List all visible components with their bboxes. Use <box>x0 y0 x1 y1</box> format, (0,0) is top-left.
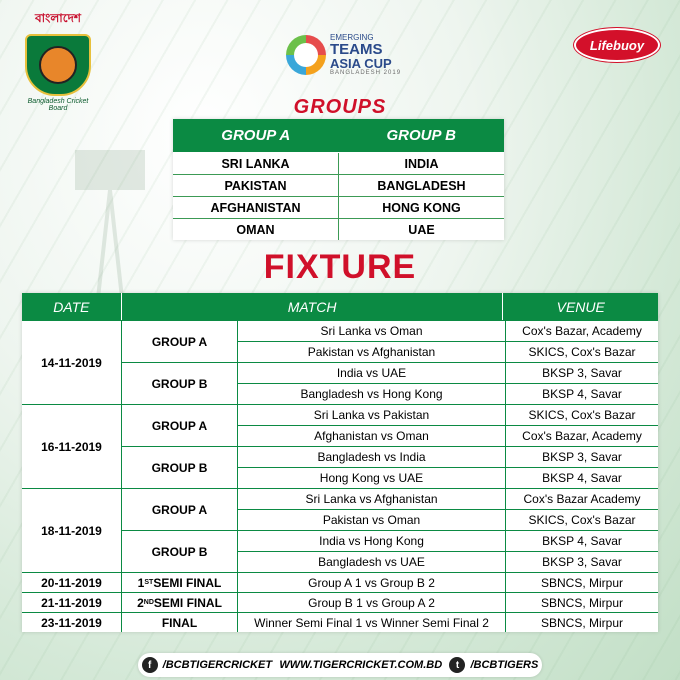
twitter-link[interactable] <box>449 657 538 673</box>
match-cell: Winner Semi Final 1 vs Winner Semi Final 2 <box>238 613 506 632</box>
group-team: OMAN <box>236 222 275 237</box>
tiger-icon <box>39 46 77 84</box>
fixture-group: GROUP B <box>122 363 238 404</box>
venue-cell: BKSP 3, Savar <box>542 450 622 464</box>
twitter-icon: t <box>449 657 465 673</box>
venue-cell: Cox's Bazar Academy <box>523 492 641 506</box>
date-header: DATE <box>22 293 122 320</box>
facebook-handle: /BCBTIGERCRICKET <box>162 659 273 671</box>
fixture-day <box>22 404 658 488</box>
fixture-date: 16-11-2019 <box>22 405 122 488</box>
table-row <box>238 509 658 530</box>
fixture-group: GROUP B <box>122 447 238 488</box>
asia-cup-logo <box>286 30 410 80</box>
group-a-column <box>173 153 338 240</box>
venue-header: VENUE <box>556 298 605 315</box>
bcb-bangla-text: বাংলাদেশ <box>35 11 81 25</box>
group-b-header: GROUP B <box>386 127 456 144</box>
cup-line4: BANGLADESH 2019 <box>330 70 402 76</box>
match-cell: Group B 1 vs Group A 2 <box>238 593 506 612</box>
fixture-date: 14-11-2019 <box>22 321 122 404</box>
group-a-header: GROUP A <box>221 127 291 144</box>
groups-table <box>173 119 504 240</box>
group-b-column <box>338 153 504 240</box>
facebook-link[interactable] <box>142 657 272 673</box>
table-row <box>238 467 658 488</box>
venue-cell: Cox's Bazar, Academy <box>522 324 642 338</box>
table-row <box>238 425 658 446</box>
cup-emblem-icon <box>286 35 326 75</box>
venue-cell: SBNCS, Mirpur <box>540 615 623 630</box>
match-cell: Bangladesh vs India <box>238 447 506 467</box>
match-cell: India vs UAE <box>238 363 506 383</box>
fixture-day <box>22 488 658 572</box>
table-row <box>22 572 658 592</box>
group-team: SRI LANKA <box>173 153 338 175</box>
fixture-title: FIXTURE <box>263 248 417 286</box>
table-row <box>238 321 658 341</box>
match-cell: Group A 1 vs Group B 2 <box>238 573 506 592</box>
fixture-group: GROUP A <box>122 405 238 446</box>
cup-line3: ASIA CUP <box>330 56 392 71</box>
table-row <box>22 592 658 612</box>
venue-cell: Cox's Bazar, Academy <box>522 429 642 443</box>
bcb-ribbon: Bangladesh Cricket Board <box>27 98 89 112</box>
match-cell: Afghanistan vs Oman <box>238 426 506 446</box>
venue-cell: SBNCS, Mirpur <box>540 595 623 610</box>
fixture-date: 20-11-2019 <box>22 573 122 592</box>
lifebuoy-logo: Lifebuoy <box>574 28 660 62</box>
table-row <box>238 531 658 551</box>
fixture-group: GROUP B <box>122 531 238 572</box>
cup-line1: EMERGING <box>330 33 374 42</box>
table-row <box>238 341 658 362</box>
match-cell: Sri Lanka vs Oman <box>238 321 506 341</box>
fixture-date: 21-11-2019 <box>22 593 122 612</box>
twitter-handle: /BCBTIGERS <box>470 659 539 671</box>
facebook-icon: f <box>142 657 158 673</box>
venue-cell: SKICS, Cox's Bazar <box>528 513 636 527</box>
venue-cell: BKSP 3, Savar <box>542 555 622 569</box>
fixture-group: GROUP A <box>122 489 238 530</box>
venue-cell: BKSP 4, Savar <box>542 387 622 401</box>
group-team: UAE <box>408 222 435 237</box>
match-cell: Bangladesh vs Hong Kong <box>238 384 506 404</box>
venue-cell: SBNCS, Mirpur <box>540 575 623 590</box>
fixture-date: 18-11-2019 <box>22 489 122 572</box>
groups-header <box>173 119 504 152</box>
match-header: MATCH <box>122 293 504 320</box>
groups-title: GROUPS <box>293 96 387 118</box>
match-cell: Sri Lanka vs Afghanistan <box>238 489 506 509</box>
group-team: BANGLADESH <box>339 175 504 197</box>
fixture-group: GROUP A <box>122 321 238 362</box>
group-team: HONG KONG <box>339 197 504 219</box>
venue-cell: BKSP 4, Savar <box>542 471 622 485</box>
fixture-stage: FINAL <box>122 613 238 632</box>
venue-cell: SKICS, Cox's Bazar <box>528 345 636 359</box>
fixture-stage: 1 ST SEMI FINAL <box>122 573 238 592</box>
table-row <box>22 612 658 632</box>
fixture-table <box>22 293 658 632</box>
group-team: AFGHANISTAN <box>173 197 338 219</box>
venue-cell: SKICS, Cox's Bazar <box>528 408 636 422</box>
venue-cell: BKSP 3, Savar <box>542 366 622 380</box>
venue-cell: BKSP 4, Savar <box>542 534 622 548</box>
match-cell: Pakistan vs Afghanistan <box>238 342 506 362</box>
fixture-date: 23-11-2019 <box>22 613 122 632</box>
table-row <box>238 363 658 383</box>
tiger-shield-icon <box>25 34 91 96</box>
website-url: WWW.TIGERCRICKET.COM.BD <box>279 659 443 671</box>
match-cell: Pakistan vs Oman <box>238 510 506 530</box>
match-cell: India vs Hong Kong <box>238 531 506 551</box>
cup-line2: TEAMS <box>330 41 383 58</box>
fixture-day <box>22 320 658 404</box>
match-cell: Bangladesh vs UAE <box>238 552 506 572</box>
table-row <box>238 489 658 509</box>
group-team: INDIA <box>339 153 504 175</box>
match-cell: Sri Lanka vs Pakistan <box>238 405 506 425</box>
table-row <box>238 447 658 467</box>
table-row <box>238 405 658 425</box>
match-cell: Hong Kong vs UAE <box>238 468 506 488</box>
website-link[interactable] <box>279 659 442 671</box>
group-team: PAKISTAN <box>173 175 338 197</box>
table-row <box>238 383 658 404</box>
footer-bar <box>138 653 542 677</box>
fixture-header <box>22 293 658 320</box>
table-row <box>238 551 658 572</box>
fixture-stage: 2 ND SEMI FINAL <box>122 593 238 612</box>
